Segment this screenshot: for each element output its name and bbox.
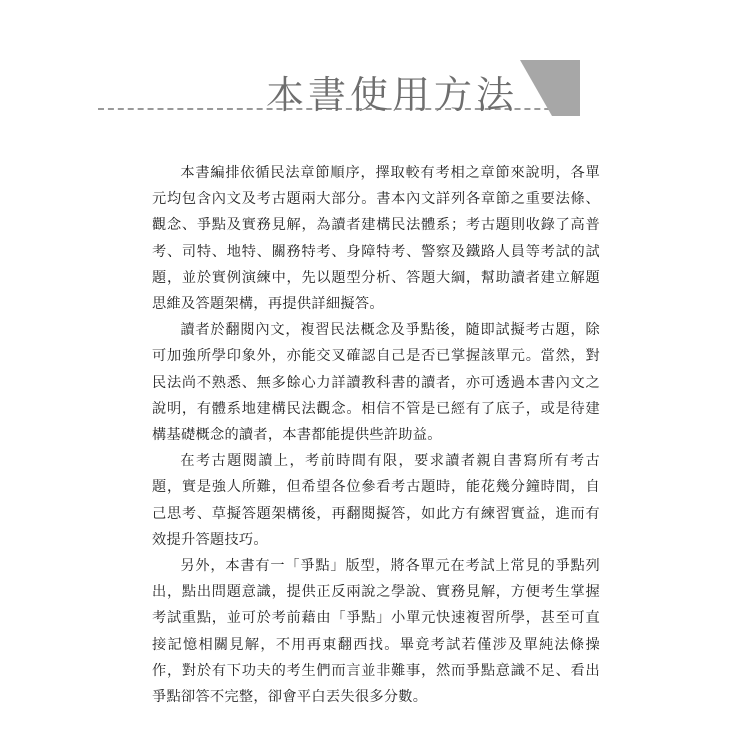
paragraph-1: 本書編排依循民法章節順序，擇取較有考相之章節來說明，各單元均包含內文及考古題兩大部分。書本內文詳列各章節之重要法條、觀念、爭點及實務見解，為讀者建構民法體系；考古題則收錄了高普考、司特、地特、關務特考、身障特考、警察及鐵路人員等考試的試題，並於實例演練中，先以題型分析、答題大綱，幫助讀者建立解題思維及答題架構，再提供詳細擬答。: [152, 165, 600, 313]
body-text: [152, 160, 600, 710]
corner-tab-shape: [520, 60, 580, 116]
page-title: 本書使用方法: [265, 73, 518, 117]
paragraph-3: 在考古題閱讀上，考前時間有限，要求讀者親自書寫所有考古題，實是強人所難，但希望各位參看考古題時，能花幾分鐘時間，自己思考、草擬答題架構後，再翻閱擬答，如此方有練習實益，進而有效提升答題技巧。: [152, 453, 600, 548]
paragraph-4: 另外，本書有一「爭點」版型，將各單元在考試上常見的爭點列出，點出問題意識，提供正反兩說之學說、實務見解，方便考生掌握考試重點，並可於考前藉由「爭點」小單元快速複習所學，甚至可直接記憶相關見解，不用再東翻西找。畢竟考試若僅涉及單純法條操作，對於有下功夫的考生們而言並非難事，然而爭點意識不足、看出爭點卻答不完整，卻會平白丟失很多分數。: [152, 558, 600, 706]
paragraph-2: 讀者於翻閱內文，複習民法概念及爭點後，隨即試擬考古題，除可加強所學印象外，亦能交叉確認自己是否已掌握該單元。當然，對民法尚不熟悉、無多餘心力詳讀教科書的讀者，亦可透過本書內文之說明，有體系地建構民法觀念。相信不管是已經有了底子，或是待建構基礎概念的讀者，本書都能提供些許助益。: [152, 322, 600, 444]
page-header: [0, 58, 750, 118]
